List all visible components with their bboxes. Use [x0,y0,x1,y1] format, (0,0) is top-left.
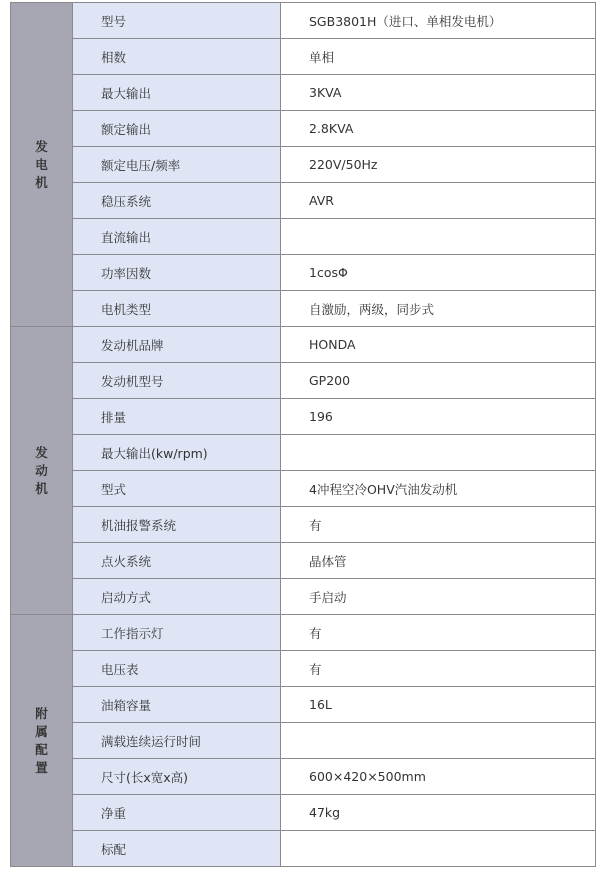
row-label: 稳压系统 [73,183,281,219]
row-label: 发动机型号 [73,363,281,399]
row-value: 单相 [281,39,596,75]
table-row [11,39,596,75]
table-row [11,255,596,291]
group-header-generator: 发电机 [11,3,73,327]
row-label: 相数 [73,39,281,75]
row-label: 电机类型 [73,291,281,327]
table-row [11,759,596,795]
row-label: 型号 [73,3,281,39]
row-label: 最大输出(kw/rpm) [73,435,281,471]
row-label: 发动机品牌 [73,327,281,363]
row-label: 点火系统 [73,543,281,579]
row-value: 196 [281,399,596,435]
table-row [11,435,596,471]
row-value: 有 [281,651,596,687]
table-row [11,579,596,615]
row-label: 额定输出 [73,111,281,147]
row-label: 标配 [73,831,281,867]
row-value: 自激励，两级，同步式 [281,291,596,327]
table-row [11,327,596,363]
spec-table [10,2,596,867]
row-label: 直流输出 [73,219,281,255]
row-label: 启动方式 [73,579,281,615]
table-row [11,75,596,111]
table-row [11,291,596,327]
row-label: 机油报警系统 [73,507,281,543]
row-label: 最大输出 [73,75,281,111]
row-value: 3KVA [281,75,596,111]
table-row [11,615,596,651]
row-value [281,435,596,471]
row-value: SGB3801H（进口、单相发电机） [281,3,596,39]
table-row [11,651,596,687]
table-row [11,183,596,219]
row-value: 手启动 [281,579,596,615]
row-value: 47kg [281,795,596,831]
table-row [11,399,596,435]
row-label: 尺寸(长x宽x高) [73,759,281,795]
row-value: 晶体管 [281,543,596,579]
row-value: GP200 [281,363,596,399]
table-row [11,831,596,867]
row-value [281,723,596,759]
row-value: 4冲程空冷OHV汽油发动机 [281,471,596,507]
row-label: 油箱容量 [73,687,281,723]
table-row [11,543,596,579]
table-row [11,219,596,255]
row-label: 电压表 [73,651,281,687]
row-value: 16L [281,687,596,723]
table-row [11,507,596,543]
row-label: 工作指示灯 [73,615,281,651]
row-value: AVR [281,183,596,219]
row-value [281,831,596,867]
table-row [11,147,596,183]
row-label: 型式 [73,471,281,507]
group-header-engine: 发动机 [11,327,73,615]
row-value [281,219,596,255]
row-value: 有 [281,507,596,543]
row-label: 净重 [73,795,281,831]
table-row [11,687,596,723]
table-row [11,3,596,39]
table-row [11,795,596,831]
row-value: 有 [281,615,596,651]
row-value: 220V/50Hz [281,147,596,183]
row-label: 功率因数 [73,255,281,291]
table-row [11,723,596,759]
table-row [11,471,596,507]
table-row [11,111,596,147]
row-label: 满载连续运行时间 [73,723,281,759]
row-value: 1cosΦ [281,255,596,291]
row-value: 600×420×500mm [281,759,596,795]
row-label: 额定电压/频率 [73,147,281,183]
table-row [11,363,596,399]
group-header-accessories: 附属配置 [11,615,73,867]
row-value: HONDA [281,327,596,363]
row-label: 排量 [73,399,281,435]
row-value: 2.8KVA [281,111,596,147]
